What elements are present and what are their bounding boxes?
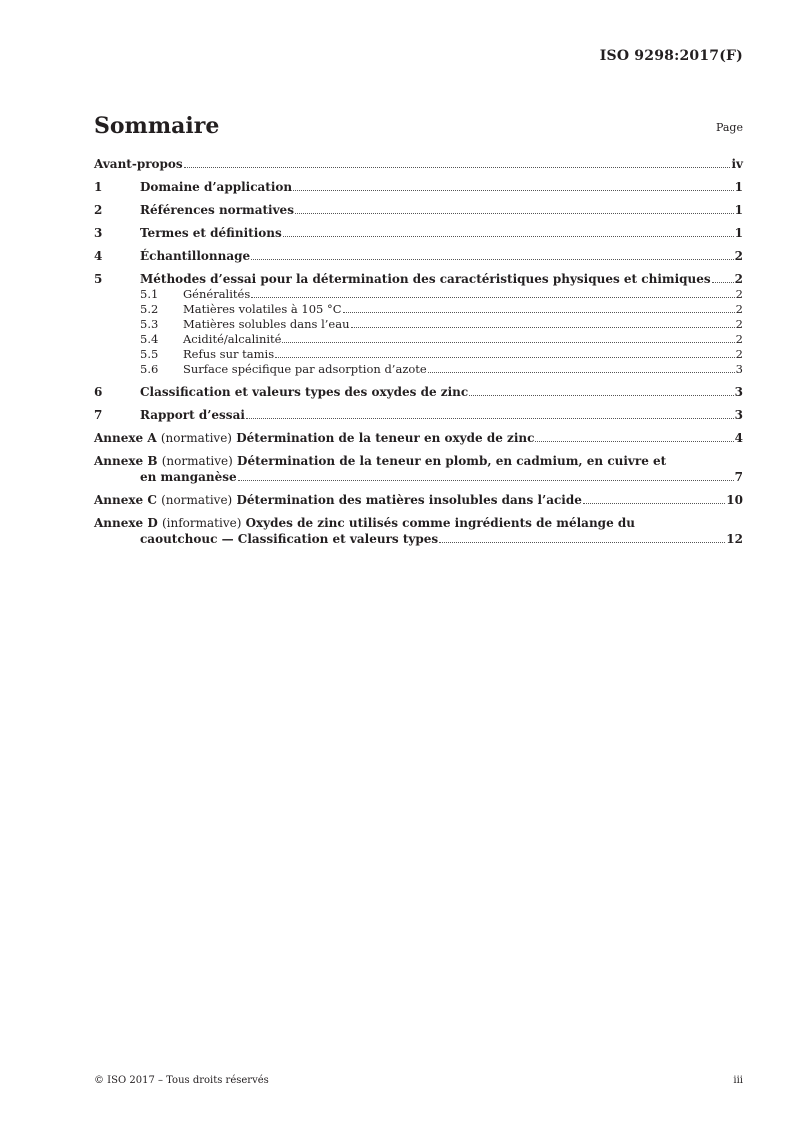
dot-leader	[583, 503, 725, 504]
toc-entry-label: Références normatives	[140, 203, 294, 217]
toc-title: Sommaire	[94, 113, 220, 139]
toc-entry-page: 3	[734, 385, 743, 399]
toc-annex-page: 4	[734, 431, 743, 445]
toc-subentry-label: Acidité/alcalinité	[183, 332, 282, 346]
dot-leader	[293, 190, 734, 191]
toc-entry-3[interactable]	[94, 225, 743, 241]
toc-entry-label: Termes et définitions	[140, 226, 282, 240]
toc-entry-7[interactable]	[94, 407, 743, 423]
toc-subentry-number: 5.4	[140, 332, 159, 346]
toc-entry-page: 2	[734, 249, 743, 263]
toc-entry-page: 1	[734, 180, 743, 194]
toc-entry-page: 1	[734, 203, 743, 217]
toc-entry-page: 1	[734, 226, 743, 240]
annex-type: (normative)	[161, 493, 233, 507]
toc-annex-b[interactable]	[94, 453, 743, 485]
toc-entry-label: Domaine d’application	[140, 180, 293, 194]
toc-subentry-number: 5.5	[140, 347, 159, 361]
toc-subentry-5-5[interactable]	[94, 347, 743, 362]
toc-subentry-label: Surface spécifique par adsorption d’azote	[183, 362, 427, 376]
toc-annex-page: 12	[726, 532, 743, 546]
toc-entry-label: Méthodes d’essai pour la détermination des caractéristiques physiques et chimiques	[140, 272, 711, 286]
toc-subentry-5-4[interactable]	[94, 332, 743, 347]
annex-title: Détermination de la teneur en plomb, en cadmium, en cuivre et	[237, 454, 667, 468]
toc-entry-number: 5	[94, 272, 103, 286]
toc-subentry-number: 5.1	[140, 287, 159, 301]
dot-leader	[282, 342, 734, 343]
toc-subentry-page: 2	[735, 287, 743, 301]
toc-entry-6[interactable]	[94, 384, 743, 400]
toc-entry-4[interactable]	[94, 248, 743, 264]
toc-page-column-label: Page	[715, 121, 743, 134]
page-number: iii	[733, 1075, 743, 1086]
toc-annex-page: 7	[734, 470, 743, 484]
toc-entry-number: 2	[94, 203, 103, 217]
toc-entry-label: Classification et valeurs types des oxydes de zinc	[140, 385, 469, 399]
annex-title-continued: en manganèse	[140, 470, 237, 484]
toc-entry-number: 4	[94, 249, 103, 263]
dot-leader	[238, 480, 734, 481]
toc-subentry-5-3[interactable]	[94, 317, 743, 332]
copyright-notice: © ISO 2017 – Tous droits réservés	[94, 1075, 269, 1086]
table-of-contents	[94, 156, 743, 547]
toc-entry-page: 3	[734, 408, 743, 422]
dot-leader	[469, 395, 733, 396]
toc-subentry-label: Refus sur tamis	[183, 347, 275, 361]
annex-prefix: Annexe D	[94, 516, 158, 530]
dot-leader	[351, 327, 735, 328]
dot-leader	[275, 357, 735, 358]
annex-type: (informative)	[161, 516, 242, 530]
annex-type: (normative)	[161, 454, 233, 468]
toc-subentry-page: 3	[735, 362, 743, 376]
dot-leader	[251, 259, 733, 260]
toc-annex-label	[94, 515, 743, 531]
dot-leader	[343, 312, 735, 313]
dot-leader	[535, 441, 733, 442]
dot-leader	[246, 418, 734, 419]
toc-subentry-label: Généralités	[183, 287, 251, 301]
toc-subentry-page: 2	[735, 302, 743, 316]
toc-entry-number: 3	[94, 226, 103, 240]
toc-entry-1[interactable]	[94, 179, 743, 195]
toc-annex-label	[94, 453, 743, 469]
toc-subentry-page: 2	[735, 347, 743, 361]
annex-prefix: Annexe A	[94, 431, 157, 445]
toc-subentry-number: 5.6	[140, 362, 159, 376]
annex-prefix: Annexe B	[94, 454, 158, 468]
dot-leader	[428, 372, 735, 373]
annex-title: Détermination de la teneur en oxyde de zinc	[236, 431, 535, 445]
toc-entry-number: 1	[94, 180, 103, 194]
toc-header	[94, 113, 743, 141]
toc-subentry-label: Matières solubles dans l’eau	[183, 317, 350, 331]
toc-entry-page: 2	[734, 272, 743, 286]
toc-subentry-5-2[interactable]	[94, 302, 743, 317]
dot-leader	[295, 213, 734, 214]
annex-title: Détermination des matières insolubles dans l’acide	[236, 493, 582, 507]
toc-annex-page: 10	[726, 493, 743, 507]
toc-entry-label: Avant-propos	[94, 157, 183, 171]
toc-entry-page: iv	[731, 157, 743, 171]
toc-annex-d[interactable]	[94, 515, 743, 547]
dot-leader	[184, 167, 731, 168]
toc-annex-label	[94, 492, 582, 508]
toc-entry-5[interactable]	[94, 271, 743, 287]
toc-entry-foreword[interactable]	[94, 156, 743, 172]
toc-entry-number: 6	[94, 385, 103, 399]
toc-subentry-number: 5.3	[140, 317, 159, 331]
toc-annex-a[interactable]	[94, 430, 743, 446]
dot-leader	[251, 297, 734, 298]
toc-subentry-number: 5.2	[140, 302, 159, 316]
toc-annex-c[interactable]	[94, 492, 743, 508]
toc-subentry-5-6[interactable]	[94, 362, 743, 377]
toc-subentry-page: 2	[735, 332, 743, 346]
dot-leader	[283, 236, 734, 237]
toc-entry-label: Rapport d’essai	[140, 408, 245, 422]
annex-title: Oxydes de zinc utilisés comme ingrédients de mélange du	[245, 516, 635, 530]
toc-entry-number: 7	[94, 408, 103, 422]
document-id: ISO 9298:2017(F)	[599, 48, 743, 64]
dot-leader	[712, 282, 734, 283]
annex-prefix: Annexe C	[94, 493, 157, 507]
toc-subentry-5-1[interactable]	[94, 287, 743, 302]
toc-subentry-label: Matières volatiles à 105 °C	[183, 302, 342, 316]
toc-subentry-page: 2	[735, 317, 743, 331]
annex-title-continued: caoutchouc — Classification et valeurs types	[140, 532, 439, 546]
annex-type: (normative)	[160, 431, 232, 445]
toc-entry-2[interactable]	[94, 202, 743, 218]
toc-entry-label: Échantillonnage	[140, 249, 251, 263]
toc-annex-label	[94, 430, 534, 446]
dot-leader	[439, 542, 725, 543]
